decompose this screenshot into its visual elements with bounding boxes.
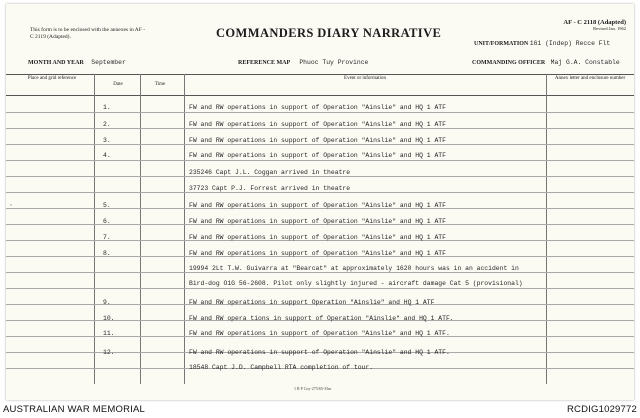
entry-date: 12. xyxy=(103,349,115,356)
entry-text: FW and RW operations in support of Operation "Ainslie" and HQ 1 ATF xyxy=(189,202,446,209)
unit-value: 161 (Indep) Recce Flt xyxy=(529,40,611,47)
commanding-officer-value: Maj G.A. Constable xyxy=(550,59,620,66)
ruled-line xyxy=(6,112,634,113)
ruled-line xyxy=(6,176,634,177)
month-year xyxy=(28,59,126,66)
entry-text: 37723 Capt P.J. Forrest arrived in theatre xyxy=(189,185,351,192)
column-event: Event or information xyxy=(344,76,386,81)
entry-text: FW and RW operations in support of Operation "Ainslie" and HQ 1 ATF xyxy=(189,137,446,144)
reference-map-value: Phuoc Tuy Province xyxy=(299,59,369,66)
entry-date: 4. xyxy=(103,152,111,159)
commanding-officer xyxy=(472,59,620,66)
header-top-rule xyxy=(6,74,634,75)
ruled-line xyxy=(6,288,634,289)
entry-text: FW and RW operations in support of Operation "Ainslie" and HQ 1 ATF. xyxy=(189,330,450,337)
commanding-officer-label: COMMANDING OFFICER xyxy=(472,60,546,66)
entry-date: 9. xyxy=(103,299,111,306)
archive-name: AUSTRALIAN WAR MEMORIAL xyxy=(3,404,146,415)
entry-date: 3. xyxy=(103,137,111,144)
ruled-line xyxy=(6,192,634,193)
reference-map-label: REFERENCE MAP xyxy=(238,60,290,66)
entry-date: 5. xyxy=(103,202,111,209)
entry-text: Bird-dog O1G 56-2608. Pilot only slightly injured - aircraft damage Cat 5 (provisional) xyxy=(189,280,523,287)
archive-footer xyxy=(0,400,640,418)
entry-date: 8. xyxy=(103,250,111,257)
archive-reference: RCDIG1029772 xyxy=(567,404,637,415)
entry-text: 19994 2Lt T.W. Guivarra at "Bearcat" at approximately 1620 hours was in an accident in xyxy=(189,265,519,272)
ruled-line xyxy=(6,144,634,145)
column-divider xyxy=(94,74,95,384)
unit-label: UNIT/FORMATION xyxy=(474,41,529,47)
form-number: AF - C 2118 (Adapted) xyxy=(563,19,626,26)
form-number-block xyxy=(563,19,626,31)
ruled-line xyxy=(6,128,634,129)
ruled-line xyxy=(6,160,634,161)
entry-text: FW and RW operations in support of Operation "Ainslie" and HQ 1 ATF. xyxy=(189,349,450,356)
month-year-label: MONTH AND YEAR xyxy=(28,60,84,66)
revision-date: Revised Jan. 1962 xyxy=(593,26,626,31)
unit-formation xyxy=(474,40,610,47)
column-place: Place and grid reference xyxy=(27,76,77,81)
ruled-line xyxy=(6,272,634,273)
entry-text: 235246 Capt J.L. Coggan arrived in theatre xyxy=(189,169,351,176)
diary-sheet xyxy=(6,4,634,400)
entry-date: 11. xyxy=(103,330,115,337)
entry-text: FW and RW operations in support of Operation "Ainslie" and HQ 1 ATF xyxy=(189,104,446,111)
header-bottom-rule xyxy=(6,95,634,96)
printer-imprint: 1 R P Coy-275/65-35m xyxy=(294,386,332,391)
enclosure-notice: This form is to be enclosed with the annexes in AF - C 2119 (Adapted). xyxy=(30,27,146,40)
column-time: Time xyxy=(154,82,166,87)
entry-date: 7. xyxy=(103,234,111,241)
column-divider xyxy=(184,74,185,384)
column-divider xyxy=(546,74,547,384)
column-date: Date xyxy=(113,82,123,87)
entry-text: FW and RW opera tions in support of Operation "Ainslie" and HQ 1 ATF. xyxy=(189,315,454,322)
page-title: COMMANDERS DIARY NARRATIVE xyxy=(216,26,442,40)
entry-date: 1. xyxy=(103,104,111,111)
entry-text: FW and RW operations in support of Operation "Ainslie" and HQ 1 ATF xyxy=(189,218,446,225)
entry-text: FW and RW operations in support of Operation "Ainslie" and HQ 1 ATF xyxy=(189,121,446,128)
reference-map xyxy=(238,59,368,66)
entry-text: FW and RW operations in support of Operation "Ainslie" and HQ 1 ATF xyxy=(189,234,446,241)
column-annex: Annex letter and enclosure number xyxy=(554,76,626,81)
column-divider xyxy=(140,74,141,384)
entry-date: 10. xyxy=(103,315,115,322)
entry-text: FW and RW operations in support of Operation "Ainslie" and HQ 1 ATF xyxy=(189,152,446,159)
entry-text: FW and RW operations in support of Operation "Ainslie" and HQ 1 ATF xyxy=(189,250,446,257)
month-year-value: September xyxy=(91,59,126,66)
entry-text: 18548 Capt J.D. Campbell RTA completion of tour. xyxy=(189,364,374,371)
punch-mark xyxy=(10,204,12,206)
entry-text: FW and RW operations in support Operation "Ainslie" and HQ 1 ATF xyxy=(189,299,435,306)
entry-date: 6. xyxy=(103,218,111,225)
entry-date: 2. xyxy=(103,121,111,128)
